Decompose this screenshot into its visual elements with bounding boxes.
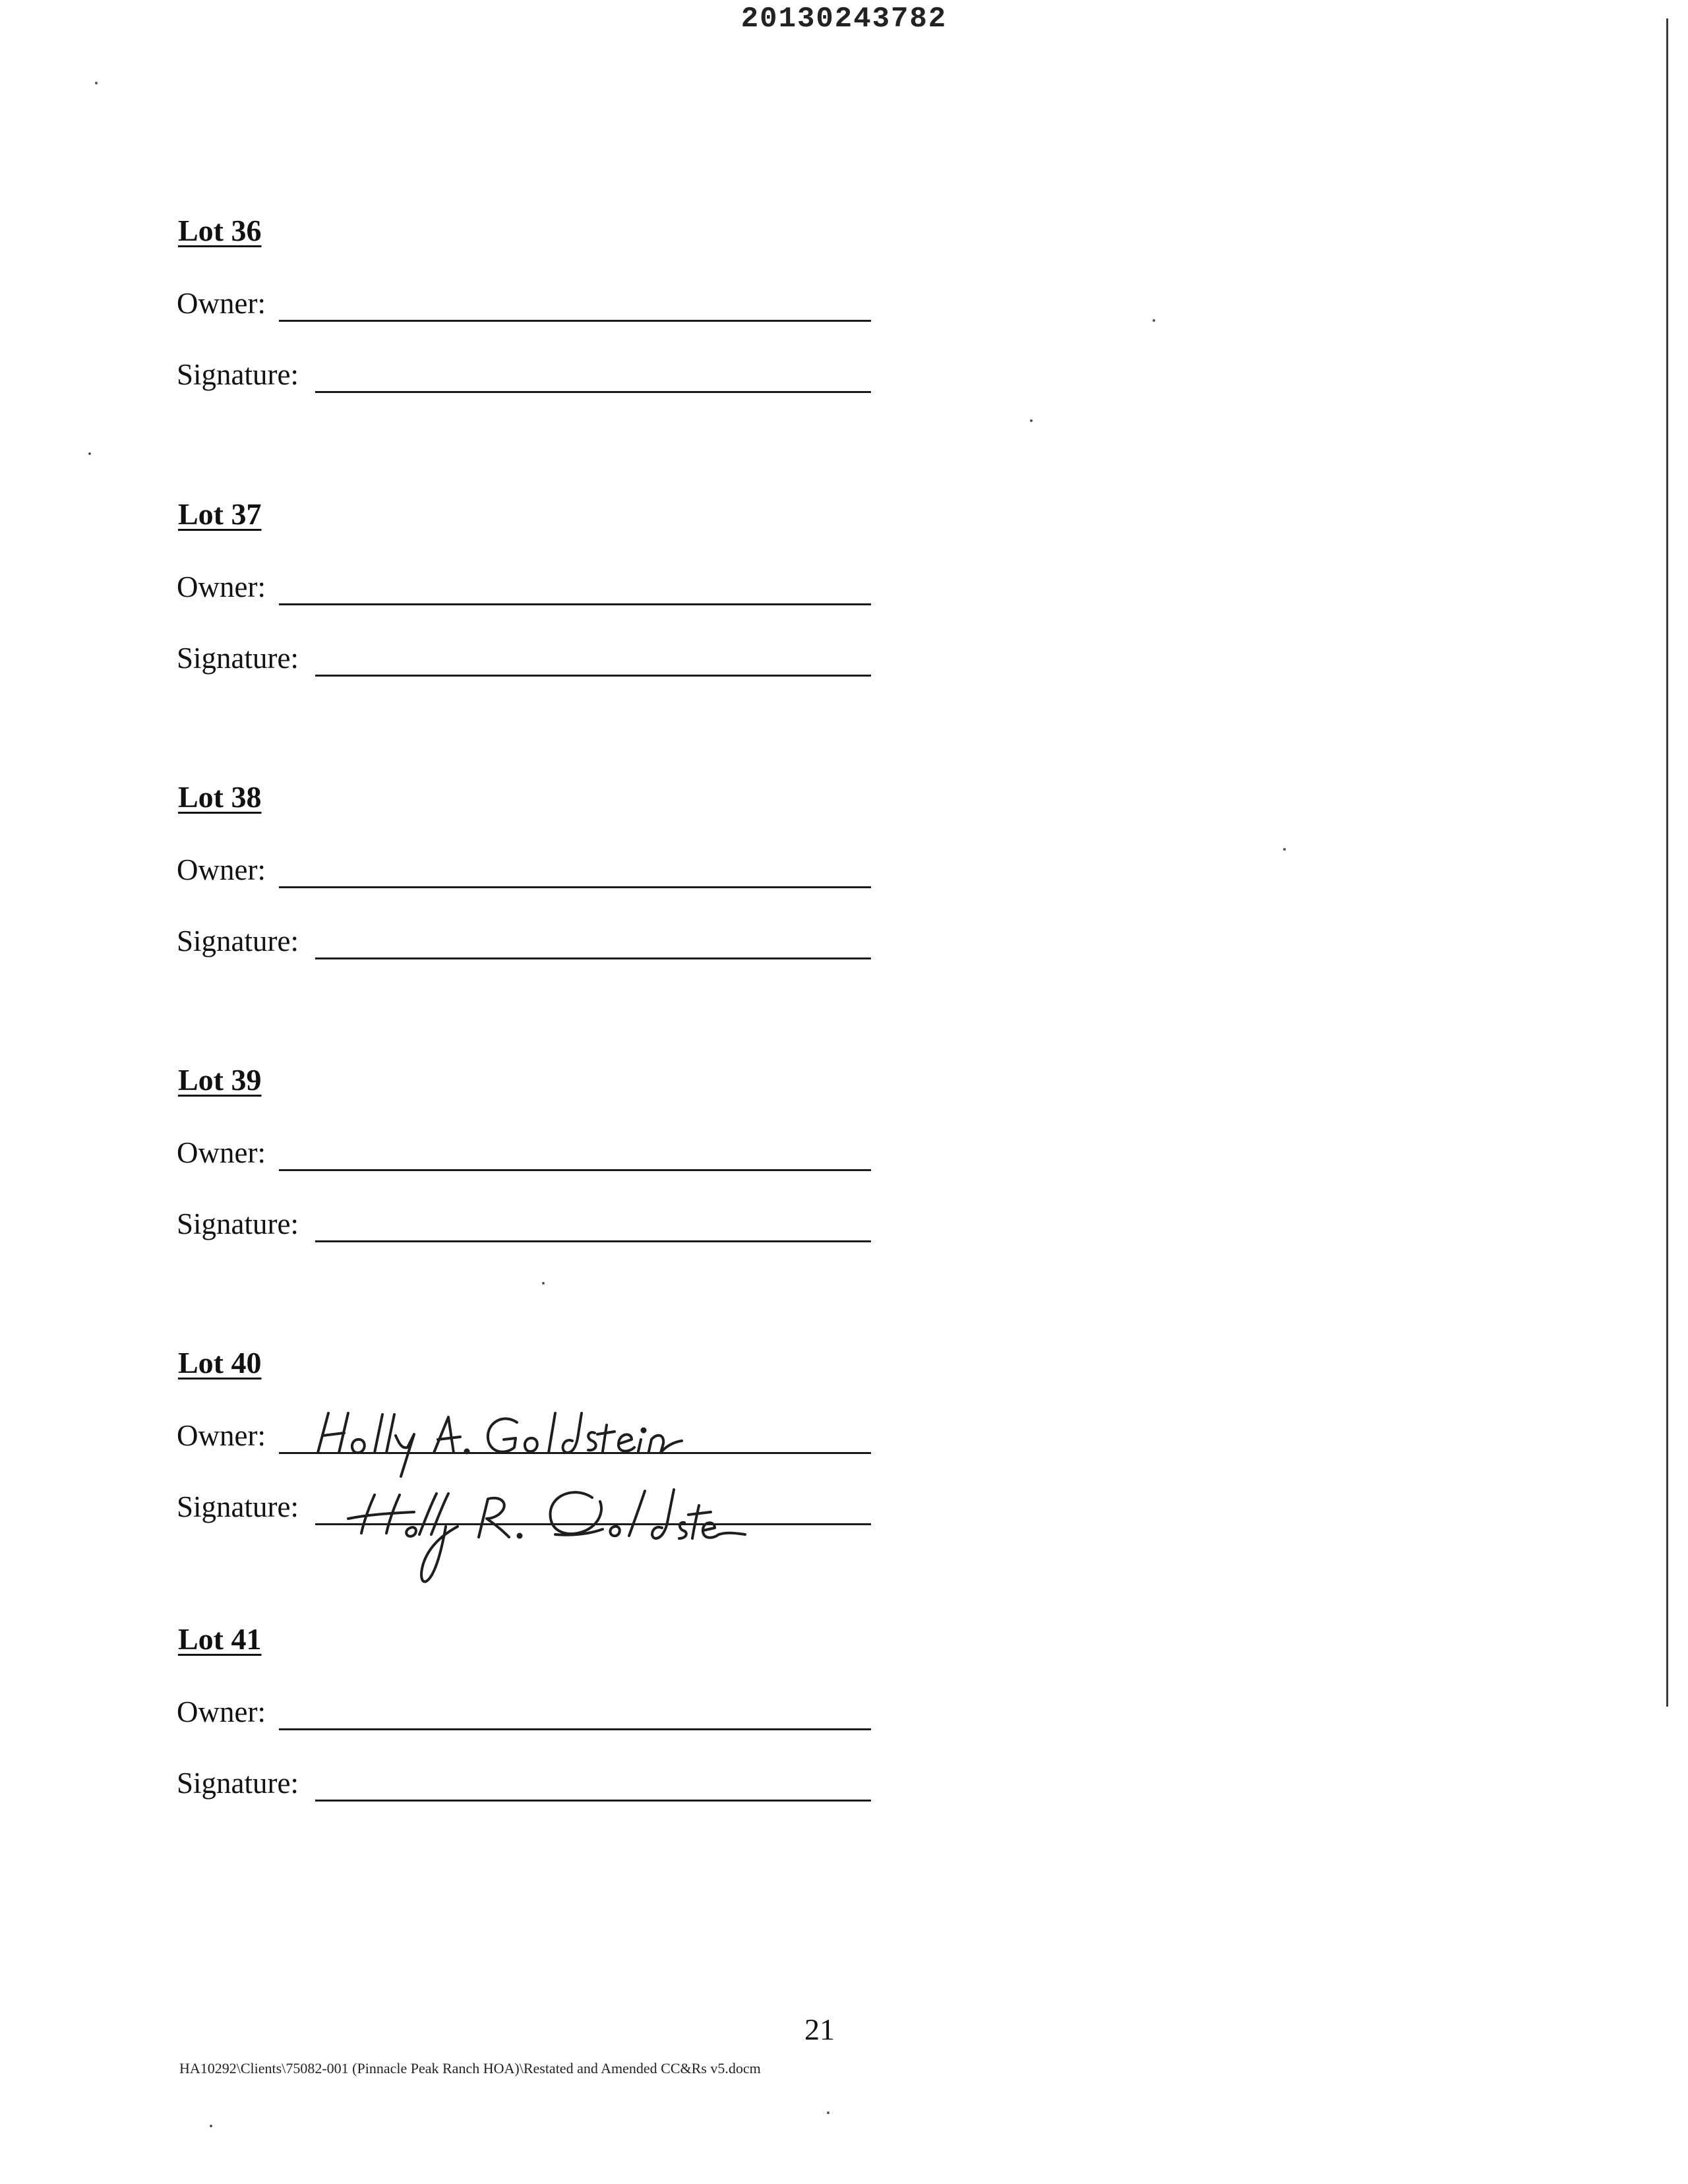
lot-title: Lot 36 — [178, 214, 262, 247]
page-edge-rule — [1666, 18, 1668, 1707]
signature-field — [177, 352, 889, 398]
scan-speck — [210, 2125, 212, 2127]
lot-block-39 — [177, 1062, 889, 1259]
signature-field — [177, 919, 889, 965]
lot-block-40 — [177, 1345, 889, 1542]
scan-speck — [1030, 419, 1033, 422]
owner-label: Owner: — [177, 853, 266, 886]
signature-line — [315, 675, 871, 677]
scan-speck — [95, 82, 98, 84]
owner-label: Owner: — [177, 570, 266, 603]
owner-label: Owner: — [177, 287, 266, 320]
lot-title: Lot 40 — [178, 1346, 262, 1380]
owner-label: Owner: — [177, 1419, 266, 1452]
signature-field — [177, 636, 889, 682]
scan-speck — [1153, 319, 1155, 322]
signature-line — [315, 391, 871, 393]
signature-label: Signature: — [177, 642, 299, 675]
scan-speck — [542, 1282, 545, 1285]
lot-title: Lot 38 — [178, 780, 262, 814]
owner-line — [279, 886, 871, 888]
scan-speck — [88, 452, 91, 455]
signature-line — [315, 957, 871, 959]
owner-field — [177, 847, 889, 894]
lot-block-36 — [177, 212, 889, 410]
owner-label: Owner: — [177, 1695, 266, 1728]
recording-number: 20130243782 — [740, 3, 948, 36]
signature-label: Signature: — [177, 1490, 299, 1523]
footer-file-path: HA10292\Clients\75082-001 (Pinnacle Peak Ranch HOA)\Restated and Amended CC&Rs v5.docm — [179, 2060, 761, 2077]
owner-line — [279, 320, 871, 322]
owner-line — [279, 1728, 871, 1730]
lot-block-41 — [177, 1621, 889, 1819]
lot-block-37 — [177, 496, 889, 694]
scan-speck — [1283, 848, 1286, 851]
owner-field — [177, 1130, 889, 1176]
owner-line — [279, 603, 871, 605]
signature-label: Signature: — [177, 1767, 299, 1800]
page-number: 21 — [804, 2013, 835, 2046]
lot-title: Lot 39 — [178, 1063, 262, 1097]
signature-field — [177, 1201, 889, 1248]
signature-line — [315, 1240, 871, 1242]
signature-field — [177, 1761, 889, 1807]
owner-line — [279, 1169, 871, 1171]
owner-label: Owner: — [177, 1136, 266, 1169]
signature-label: Signature: — [177, 925, 299, 957]
signature-label: Signature: — [177, 358, 299, 391]
signature-line — [315, 1800, 871, 1802]
lot-block-38 — [177, 779, 889, 977]
signature-label: Signature: — [177, 1207, 299, 1240]
lot-title: Lot 41 — [178, 1622, 262, 1656]
lot-title: Lot 37 — [178, 497, 262, 531]
owner-field — [177, 564, 889, 611]
owner-field — [177, 281, 889, 327]
owner-field — [177, 1689, 889, 1736]
scan-speck — [827, 2111, 829, 2114]
handwritten-signature — [342, 1458, 750, 1590]
